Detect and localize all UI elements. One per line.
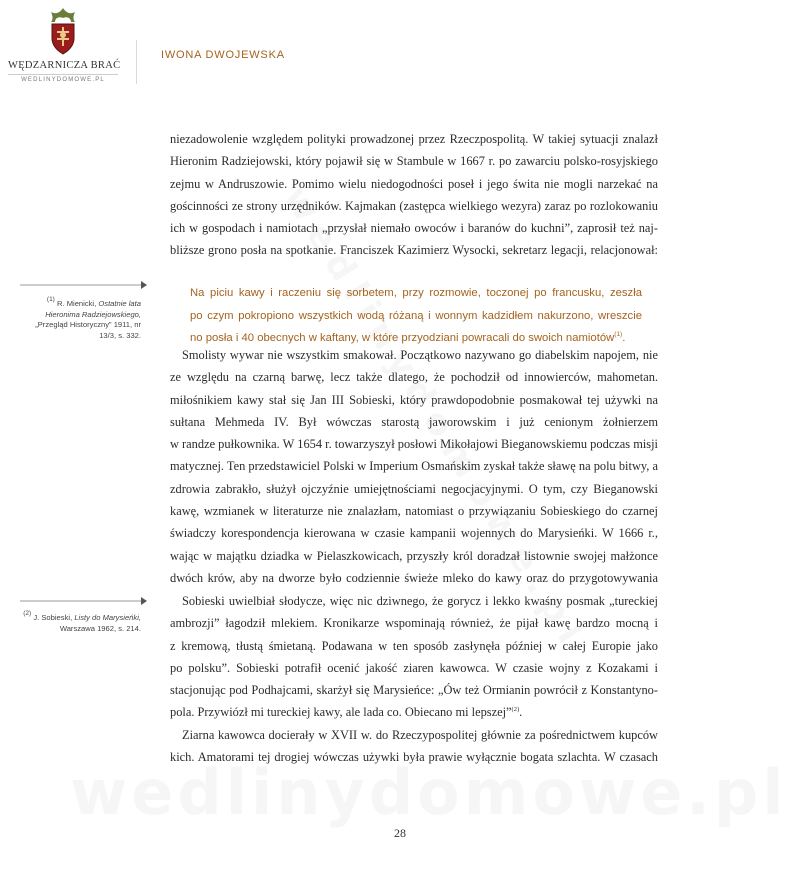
quote-block xyxy=(190,282,642,350)
text-line: kawę, wzmianek w literaturze nie znalazłam, natomiast o przywiązaniu Sobieskiego do czarnej xyxy=(170,504,658,519)
footnote-author: R. Mienicki, xyxy=(56,299,97,308)
text-line: miłośnikiem kawy stał się Jan III Sobieski, który prawdopodobnie posmakował tej używki na xyxy=(170,392,658,407)
text-line-last xyxy=(170,701,658,723)
text-line: w randze pułkownika. W 1654 r. towarzyszył posłowi Mikołajowi Bieganowskiemu podczas misji xyxy=(170,437,658,452)
text-line: bliższe grono posła na spotkanie. Franciszek Kazimierz Wysocki, sekretarz legacji, relacjonował: xyxy=(170,243,658,258)
quote-line: Na piciu kawy i raczeniu się sorbetem, przy rozmowie, toczonej po francusku, zeszła xyxy=(190,287,642,299)
quote-line-last: no posła i 40 obecnych w kaftany, w które przyodziani powracali do swoich namiotów$^{(1)}$. xyxy=(190,331,626,345)
brand-logo xyxy=(8,6,121,90)
footnote-source: Warszawa 1962, s. 214. xyxy=(59,623,141,633)
text-line: pola. Przywiózł mi tureckiej kawy, ale lada co. Obiecano mi lepszej” xyxy=(170,705,512,720)
paragraph-2 xyxy=(170,344,658,589)
quote-line: po czym pokropiono wszystkich wodą różaną i wonnym kadzidłem nakurzono, wreszcie xyxy=(190,309,642,322)
brand-url: WEDLINYDOMOWE.PL xyxy=(8,74,118,83)
footnote-2 xyxy=(20,610,141,634)
text-line: Hieronim Radziejowski, który pojawił się w Stambule w 1667 r. po zawarciu polsko-rosyjskiego xyxy=(170,154,658,169)
text-line: kich. Amatorami tej drogiej wówczas używki była prawie wyłącznie bogata szlachta. W czasach xyxy=(170,750,658,765)
text-line: ambrozji” łagodził mlekiem. Kronikarze wspominają również, że pijał kawę bardzo mocną i xyxy=(170,616,658,631)
text-line: stacjonując pod Podhajcami, skarżył się Marysieńce: „Ów też Ormianin powrócił z Konstantyno- xyxy=(170,683,658,698)
footnote-title: Ostatnie lata Hieronima Radziejowskiego, xyxy=(45,299,141,319)
paragraph-4 xyxy=(170,724,658,769)
footnote-source: „Przegląd Historyczny” 1911, nr 13/3, s. 332. xyxy=(35,320,141,340)
footnote-number: (2) xyxy=(23,610,32,617)
text-line: ze względu na czarną barwę, lecz także dlatego, że pochodził od innowierców, mahometan. xyxy=(170,370,658,385)
text-line: Sobieski uwielbiał słodycze, więc nic dziwnego, że gorycz i lekko kwaśny posmak „tureckiej xyxy=(182,594,658,608)
footnote-arrow-icon xyxy=(20,597,147,605)
footnote-arrow-icon xyxy=(20,281,147,289)
text-line: po polsku”. Sobieski potrafił ocenić jakość ziaren kawowca. W czasie wojny z Kozakami i xyxy=(170,660,658,675)
text-line: dwóch krów, aby na dworze było codziennie świeże mleko do kawy oraz do przygotowywania xyxy=(170,570,658,585)
paragraph-1 xyxy=(170,128,658,262)
footnote-number: (1) xyxy=(46,296,55,303)
text-line: zdrowia zabrakło, służył ojczyźnie umiejętnościami negocjacyjnymi. O tym, czy Bieganowski xyxy=(170,481,658,496)
page-number: 28 xyxy=(394,826,406,840)
coat-of-arms-icon xyxy=(43,6,83,58)
text-end: . xyxy=(519,705,523,720)
text-line: matycznej. Ten przedstawiciel Polski w Imperium Osmańskim zyskał także sławę na polu bitwy, a xyxy=(170,459,658,474)
author-name: IWONA DWOJEWSKA xyxy=(161,49,285,61)
text-line: ich w gospodach i namiotach „przysłał niemało owoców i baranów do kuchni”, zaprosił też naj- xyxy=(170,221,658,236)
footnote-author: J. Sobieski, xyxy=(33,613,73,622)
header-divider xyxy=(136,40,137,84)
text-line: wając w majątku dziadka w Pielaszkowicach, przyszły król doradzał listownie swojej małżonce xyxy=(170,548,658,563)
text-line: sułtana Mehmeda IV. Był wówczas starostą jaworowskim i już cenionym żołnierzem xyxy=(170,414,658,429)
text-line: Ziarna kawowca docierały w XVII w. do Rzeczypospolitej głównie za pośrednictwem kupców xyxy=(182,728,658,742)
footnote-title: Listy do Marysieńki, xyxy=(74,613,141,622)
footnote-1 xyxy=(20,296,141,341)
text-line: zejmu w Andruszowie. Pomimo wielu niedogodności poseł i jego świta nie mogli narzekać na xyxy=(170,176,658,191)
text-line: Smolisty wywar nie wszystkim smakował. Początkowo nazywano go diabelskim napojem, nie xyxy=(182,348,658,362)
text-line: świadczy korespondencja kierowana w czasie kampanii wojennych do Marysieńki. W 1666 r., xyxy=(170,526,658,541)
text-line: z kremową, tłustą śmietaną. Podawana w ten sposób zasłynęła później w całej Europie jako xyxy=(170,638,658,653)
text-line: niezadowolenie względem polityki prowadzonej przez Rzeczpospolitą. W takiej sytuacji znalazł xyxy=(170,132,658,146)
text-line: gościnności ze strony urzędników. Kajmakan (zastępca wielkiego wezyra) zaraz po rozlokowaniu xyxy=(170,198,658,213)
footnote-ref[interactable]: (1) xyxy=(614,331,623,339)
brand-name: WĘDZARNICZA BRAĆ xyxy=(8,60,121,71)
paragraph-3 xyxy=(170,590,658,724)
quote-text: no posła i 40 obecnych w kaftany, w które przyodziani powracali do swoich namiotów xyxy=(190,332,615,345)
footnote-ref[interactable]: (2) xyxy=(511,706,520,714)
